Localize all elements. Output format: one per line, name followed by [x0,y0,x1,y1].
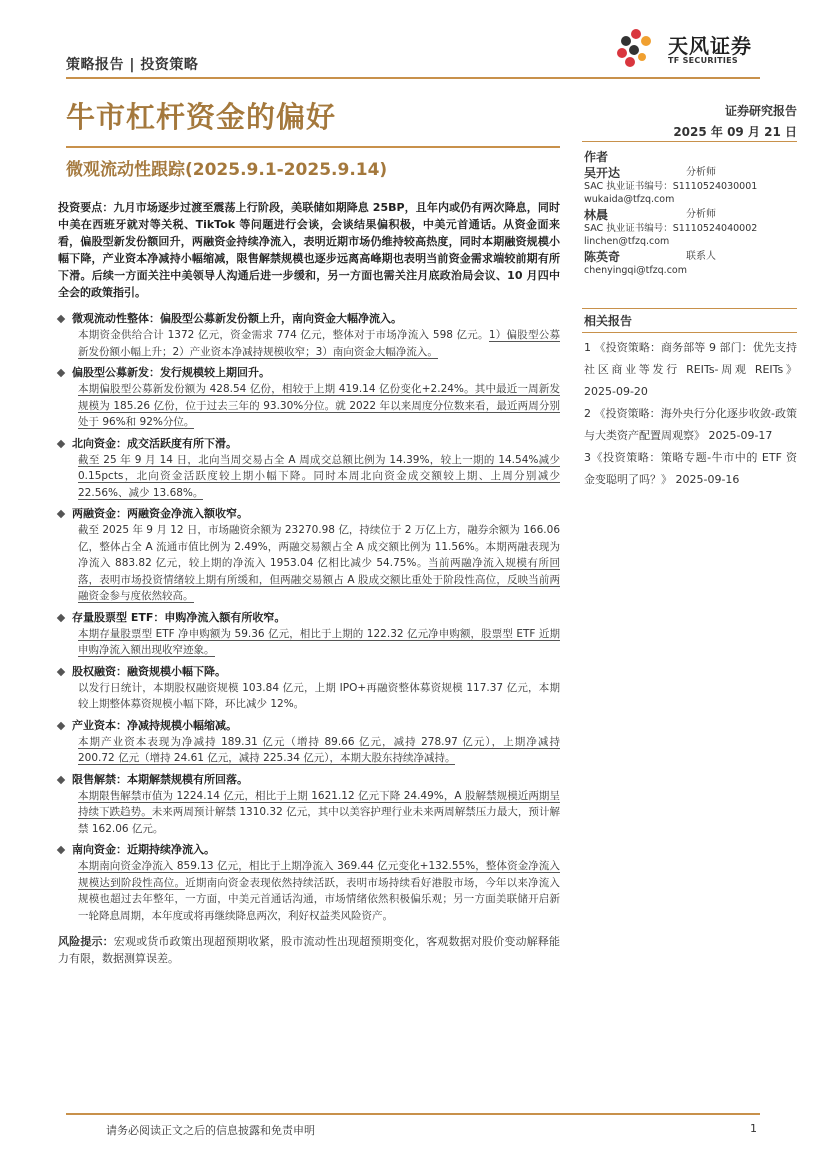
section-text: 本期产业资本表现为净减持 189.31 亿元（增持 89.66 亿元，减持 278.97 亿元），上期净减持 200.72 亿元（增持 24.61 亿元，减持 225.34 亿元），本期大股东持续净减持。 [78,735,560,765]
section-heading: 股权融资：融资规模小幅下降。 [58,663,560,680]
author-name: 林晨 [584,208,609,222]
author-list [584,166,796,277]
author-entry [584,208,796,248]
section-text: 本期资金供给合计 1372 亿元，资金需求 774 亿元，整体对于市场净流入 598 亿元。 [78,329,489,342]
title-divider [66,146,560,148]
section-text: 本期南向资金净流入 859.13 亿元，相比于上期净流入 369.44 亿元变化+132.55%，整体资金净流入规模达到阶段性高位。 [78,860,560,889]
sidebar-divider [582,141,797,142]
related-divider-bottom [582,332,797,333]
section-text: 当前两融净流入规模有所回落，表明市场投资情绪较上期有所缓和，但两融交易额占 A 股成交额比重处于阶段性高位，反映当前两融资金参与度依然较高。 [78,557,561,603]
section-heading: 存量股票型 ETF：申购净流入额有所收窄。 [58,609,560,626]
page-number: 1 [750,1122,757,1135]
related-heading: 相关报告 [584,314,633,328]
section-list [58,310,560,924]
author-email[interactable]: wukaida@tfzq.com [584,194,675,205]
author-email[interactable]: chenyingqi@tfzq.com [584,265,687,276]
authors-heading: 作者 [584,150,609,164]
summary-label: 投资要点： [58,201,114,214]
section-body [58,381,560,431]
author-email[interactable]: linchen@tfzq.com [584,236,670,247]
author-role: 分析师 [686,209,716,220]
section-body [58,858,560,924]
section-text: 以发行日统计，本期股权融资规模 103.84 亿元，上期 IPO+再融资整体募资规模 117.37 亿元，本期较上期整体募资规模小幅下降，环比减少 12%。 [78,681,560,711]
section-heading: 南向资金：近期持续净流入。 [58,841,560,858]
section-body [58,734,560,767]
header-divider [66,77,760,79]
brand-name-cn: 天风证券 [668,34,752,58]
author-name: 吴开达 [584,166,621,180]
related-list [582,337,797,491]
section-heading: 两融资金：两融资金净流入额收窄。 [58,505,560,522]
risk-text: 宏观或货币政策出现超预期收紧，股市流动性出现超预期变化，客观数据对股价变动解释能力有限，数据测算误差。 [58,935,560,966]
section-text: 本期偏股型公募新发份额为 428.54 亿份，相较于上期 419.14 亿份变化+2.24%。其中最近一周新发规模为 185.26 亿份，位于过去三年的 93.30%分位。就 2022 年以来周度分位数来看，最近两周分别处于 96%和 92%分位。 [78,383,560,429]
section-text: 近期南向资金表现依然持续活跃，表明市场持续看好港股市场，今年以来净流入规模也超过去年整年，一方面，中美元首通话沟通，市场情绪依然积极偏乐观；另一方面美联储开启新一轮降息周期，本年度或将再继续降息两次，利好权益类风险资产。 [78,876,561,922]
section-body [58,680,560,713]
related-report-link[interactable]: 2 《投资策略：海外央行分化逐步收敛-政策与大类资产配置周观察》 2025-09-17 [584,407,797,442]
author-role: 分析师 [686,167,716,178]
section-text: 截至 2025 年 9 月 12 日，市场融资余额为 23270.98 亿，持续位于 2 万亿上方，融券余额为 166.06 亿，整体占全 A 流通市值比例为 2.49%，两融交易额占全 A 成交额比例为 11.56%。本期两融表现为净流入 883.82 亿元，较上期的净流入 1953.04 亿相比减少 54.75%。 [78,524,560,570]
related-report-link[interactable]: 1 《投资策略：商务部等 9 部门：优先支持社区商业等发行 REITs-周观 REITs》 2025-09-20 [584,341,797,398]
report-subtitle: 微观流动性跟踪(2025.9.1-2025.9.14) [66,160,388,180]
author-cert: SAC 执业证书编号：S1110524030001 [584,181,758,192]
section-heading: 产业资本：净减持规模小幅缩减。 [58,717,560,734]
risk-warning [58,934,560,968]
section-text: 本期限售解禁市值为 1224.14 亿元，相比于上期 1621.12 亿元下降 24.49%，A 股解禁规模近两期呈持续下跌趋势。 [78,789,560,819]
section-heading: 北向资金：成交活跃度有所下滑。 [58,435,560,452]
investment-summary [58,200,560,301]
report-title: 牛市杠杆资金的偏好 [66,100,337,134]
author-entry [584,166,796,206]
section-body [58,788,560,838]
author-panel [584,148,796,279]
brand-name-en: TF SECURITIES [668,56,738,65]
main-content [58,200,560,968]
author-entry [584,250,796,277]
footer-disclaimer: 请务必阅读正文之后的信息披露和免责申明 [106,1124,315,1137]
report-type: 证券研究报告 [724,104,797,118]
report-date: 2025 年 09 月 21 日 [673,125,797,139]
section-text: 本期存量股票型 ETF 净申购额为 59.36 亿元，相比于上期的 122.32 亿元净申购额，股票型 ETF 近期申购净流入额出现收窄迹象。 [78,627,560,657]
section-heading: 偏股型公募新发：发行规模较上期回升。 [58,364,560,381]
related-reports [582,308,797,491]
footer-divider [66,1113,760,1115]
risk-label: 风险提示： [58,935,114,949]
section-text: 未来两周预计解禁 1310.32 亿元，其中以美容护理行业未来两周解禁压力最大，预计解禁 162.06 亿元。 [78,806,560,835]
author-name: 陈英奇 [584,250,621,264]
section-text: 1）偏股型公募新发份额小幅上升；2）产业资本净减持规模收窄；3）南向资金大幅净流入。 [78,329,560,358]
section-text: 截至 25 年 9 月 14 日，北向当周交易占全 A 周成交总额比例为 14.39%，较上一期的 14.54%减少 0.15pcts，北向资金活跃度较上期小幅下降。同时本周北向资金成交额较上期、上周分别减少 22.56%、减少 13.68%。 [78,453,560,499]
author-cert: SAC 执业证书编号：S1110524040002 [584,223,758,234]
section-heading: 微观流动性整体：偏股型公募新发份额上升，南向资金大幅净流入。 [58,310,560,327]
section-heading: 限售解禁：本期解禁规模有所回落。 [58,771,560,788]
section-body [58,626,560,659]
summary-text: 九月市场逐步过渡至震荡上行阶段，美联储如期降息 25BP，且年内或仍有两次降息，同时中美在西班牙就对等关税、TikTok 等问题进行会谈，会谈结果偏积极，中美元首通话。从资金面来看，偏股型新发份额回升，两融资金持续净流入，表明近期市场仍维持较高热度，同时本期融资规模小幅下降，产业资本净减持小幅缩减，限售解禁规模也逐步远离高峰期也表明当前资金需求端较前期有所下滑。后续一方面关注中美领导人沟通后进一步缓和，另一方面也需关注月底政治局会议、10 月四中全会的政策指引。 [58,201,560,299]
author-role: 联系人 [686,251,716,262]
section-body [58,452,560,502]
related-report-link[interactable]: 3《投资策略：策略专题-牛市中的 ETF 资金变聪明了吗？》 2025-09-16 [584,451,797,486]
section-body [58,522,560,605]
section-body [58,327,560,360]
report-category: 策略报告 | 投资策略 [66,57,199,73]
